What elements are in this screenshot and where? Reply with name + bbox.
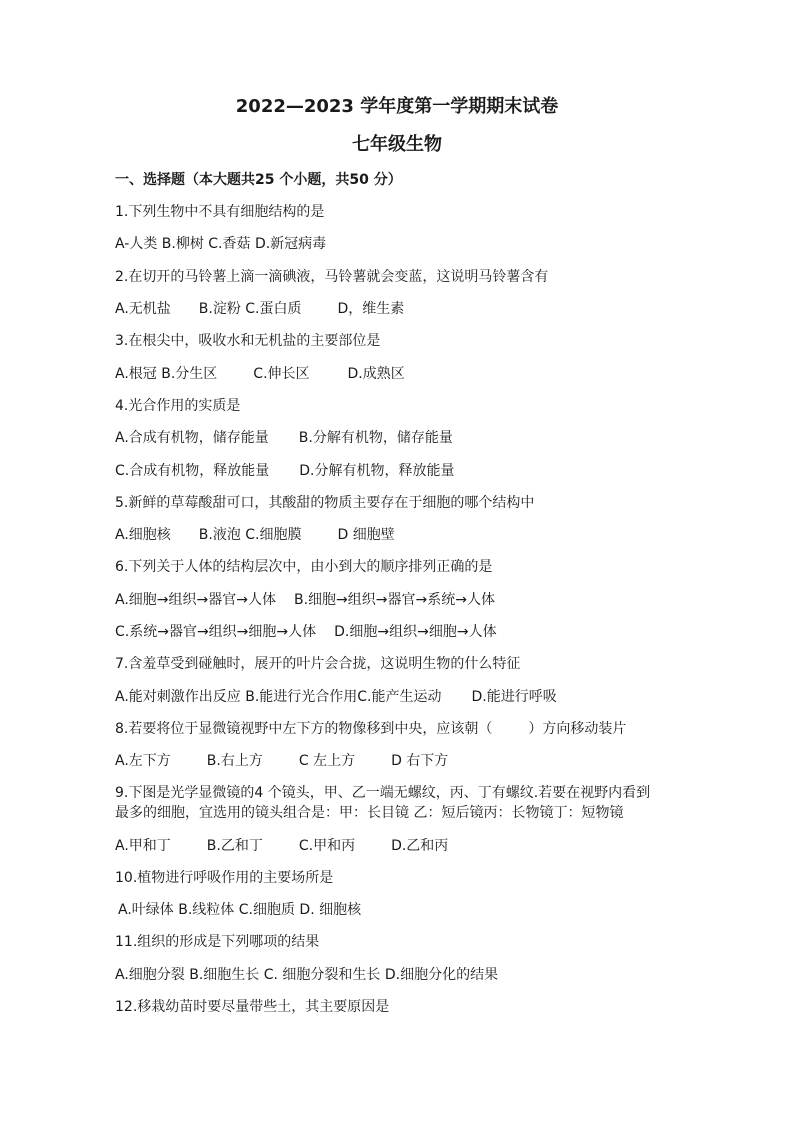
question-4-stem: 4.光合作用的实质是 [115,398,241,414]
question-1-options: A-人类 B.柳树 C.香菇 D.新冠病毒 [115,236,327,252]
question-9-options [115,836,448,856]
option-b: B.细胞→组织→器官→系统→人体 [293,592,495,608]
question-4-options-ab [115,428,453,448]
option-c: C.合成有机物，释放能量 [115,463,270,479]
option-d: D 右下方 [391,753,449,769]
option-c: C.甲和丙 [298,838,356,854]
question-8-options [115,751,448,771]
option-a: A.甲和丁 [115,838,171,854]
option-a: A.合成有机物，储存能量 [115,430,269,446]
question-11-stem: 11.组织的形成是下列哪项的结果 [115,934,320,950]
question-6-stem: 6.下列关于人体的结构层次中，由小到大的顺序排列正确的是 [115,559,493,575]
option-b: B.淀粉 C.蛋白质 [198,301,302,317]
option-c: C.伸长区 [253,366,310,382]
question-6-options-cd [115,622,497,642]
option-d: D.成熟区 [347,366,405,382]
option-d: D.细胞→组织→细胞→人体 [334,624,497,640]
exam-subtitle: 七年级生物 [352,134,442,155]
question-12-stem: 12.移栽幼苗时要尽量带些土，其主要原因是 [115,999,390,1015]
question-5-stem: 5.新鲜的草莓酸甜可口，其酸甜的物质主要存在于细胞的哪个结构中 [115,495,535,511]
question-5-options [115,525,395,545]
question-9-stem-line-1: 9.下图是光学显微镜的4 个镜头，甲、乙一端无螺纹，丙、丁有螺纹.若要在视野内看到 [115,785,651,801]
option-a: A.细胞→组织→器官→人体 [115,592,276,608]
question-1-stem: 1.下列生物中不具有细胞结构的是 [115,204,325,220]
option-a: A.左下方 [115,753,171,769]
question-10-options: A.叶绿体 B.线粒体 C.细胞质 D. 细胞核 [118,902,362,918]
question-6-options-ab [115,590,495,610]
question-7-options [115,687,557,707]
exam-title: 2022—2023 学年度第一学期期末试卷 [235,96,559,117]
question-3-stem: 3.在根尖中，吸收水和无机盐的主要部位是 [115,333,381,349]
question-9-stem-line-2: 最多的细胞，宜选用的镜头组合是：甲：长目镜 乙：短后镜丙：长物镜丁：短物镜 [115,805,624,821]
question-3-options [115,364,405,384]
question-11-options: A.细胞分裂 B.细胞生长 C. 细胞分裂和生长 D.细胞分化的结果 [115,967,499,983]
option-b: B.分解有机物，储存能量 [298,430,453,446]
option-c: C.系统→器官→组织→细胞→人体 [115,624,317,640]
option-d: D.能进行呼吸 [471,689,557,705]
option-c: C 左上方 [298,753,356,769]
option-abc: A.能对刺激作出反应 B.能进行光合作用C.能产生运动 [115,689,442,705]
option-bc: B.液泡 C.细胞膜 [198,527,302,543]
question-10-stem: 10.植物进行呼吸作用的主要场所是 [115,870,334,886]
option-d: D.乙和丙 [391,838,449,854]
option-d: D 细胞壁 [337,527,395,543]
question-2-options [115,299,404,319]
question-2-stem: 2.在切开的马铃薯上滴一滴碘液，马铃薯就会变蓝，这说明马铃薯含有 [115,269,549,285]
question-8-stem [115,719,626,739]
option-a: A.无机盐 [115,301,171,317]
stem-part-2: ）方向移动装片 [528,721,627,737]
option-b: B.右上方 [206,753,263,769]
option-ab: A.根冠 B.分生区 [115,366,218,382]
option-d: D，维生素 [337,301,405,317]
question-4-options-cd [115,461,454,481]
section-heading: 一、选择题（本大题共25 个小题，共50 分） [115,172,402,188]
option-a: A.细胞核 [115,527,171,543]
question-7-stem: 7.含羞草受到碰触时，展开的叶片会合拢，这说明生物的什么特征 [115,656,521,672]
option-d: D.分解有机物，释放能量 [299,463,455,479]
option-b: B.乙和丁 [206,838,263,854]
stem-part-1: 8.若要将位于显微镜视野中左下方的物像移到中央，应该朝（ [115,721,493,737]
